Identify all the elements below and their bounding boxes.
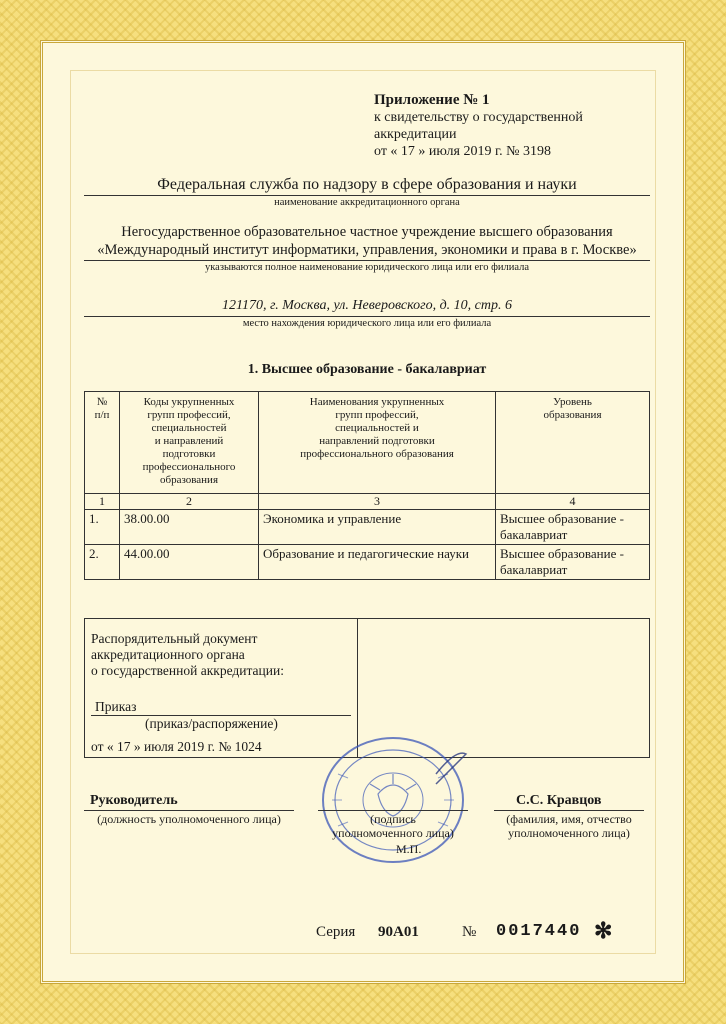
signer-underline: [494, 810, 644, 811]
order-date: от « 17 » июля 2019 г. № 1024: [91, 739, 262, 754]
order-line3: о государственной аккредитации:: [91, 663, 284, 678]
table-header-row: [85, 392, 650, 494]
serial-mark-icon: ✻: [594, 918, 613, 943]
institution-line2: «Международный институт информатики, управления, экономики и права в г. Москве»: [97, 242, 637, 258]
programs-table: [84, 391, 650, 580]
signature-underline: [318, 810, 468, 811]
sign-caption1: (подпись: [370, 812, 416, 826]
address-underline: [84, 316, 650, 317]
signer-caption2: уполномоченного лица): [508, 826, 630, 840]
col-number: 3: [259, 494, 496, 510]
series-label: Серия: [316, 924, 356, 940]
order-type: Приказ: [95, 699, 137, 714]
header-num: № п/п: [85, 392, 120, 494]
order-line1: Распорядительный документ: [91, 631, 258, 646]
agency-underline: [84, 195, 650, 196]
agency-name: Федеральная служба по надзору в сфере образования и науки: [157, 176, 577, 193]
col-number: 1: [85, 494, 120, 510]
seal-stamp: [318, 734, 468, 866]
appendix-line1: к свидетельству о государственной: [374, 110, 583, 125]
address-caption: место нахождения юридического лица или его филиала: [242, 318, 492, 329]
signer-name: С.С. Кравцов: [516, 793, 602, 808]
row-level: Высшее образование - бакалавриат: [496, 510, 650, 545]
address-value: 121170, г. Москва, ул. Неверовского, д. 10, стр. 6: [222, 298, 512, 313]
header-code: Коды укрупненных групп профессий, специальностей и направлений подготовки профессионального образования: [120, 392, 259, 494]
row-code: 38.00.00: [120, 510, 259, 545]
header-level: Уровень образования: [496, 392, 650, 494]
table-row: [85, 510, 650, 545]
position-caption: (должность уполномоченного лица): [97, 812, 281, 826]
seal-label: М.П.: [396, 842, 422, 856]
signer-caption1: (фамилия, имя, отчество: [506, 812, 632, 826]
signer-position: Руководитель: [90, 793, 178, 808]
series-value: 90А01: [378, 924, 419, 940]
institution-underline: [84, 260, 650, 261]
number-label: №: [462, 924, 477, 940]
table-col-numbers-row: [85, 494, 650, 510]
row-code: 44.00.00: [120, 545, 259, 580]
row-name: Образование и педагогические науки: [259, 545, 496, 580]
appendix-title: Приложение № 1: [374, 92, 490, 108]
institution-line1: Негосударственное образовательное частное учреждение высшего образования: [121, 224, 613, 240]
order-line2: аккредитационного органа: [91, 647, 245, 662]
row-level: Высшее образование - бакалавриат: [496, 545, 650, 580]
row-name: Экономика и управление: [259, 510, 496, 545]
section-title: 1. Высшее образование - бакалавриат: [247, 362, 487, 377]
order-type-caption: (приказ/распоряжение): [145, 716, 278, 731]
row-num: 2.: [85, 545, 120, 580]
appendix-line3: от « 17 » июля 2019 г. № 3198: [374, 144, 551, 159]
agency-caption: наименование аккредитационного органа: [274, 197, 460, 208]
serial-number: 0017440: [496, 922, 582, 941]
sign-caption2: уполномоченного лица): [332, 826, 454, 840]
row-num: 1.: [85, 510, 120, 545]
position-underline: [84, 810, 294, 811]
header-name: Наименования укрупненных групп профессий, специальностей и направлений подготовки профессионального образования: [259, 392, 496, 494]
appendix-line2: аккредитации: [374, 127, 457, 142]
col-number: 2: [120, 494, 259, 510]
table-row: [85, 545, 650, 580]
col-number: 4: [496, 494, 650, 510]
appendix-header: [374, 92, 583, 160]
institution-caption: указываются полное наименование юридического лица или его филиала: [204, 262, 530, 273]
